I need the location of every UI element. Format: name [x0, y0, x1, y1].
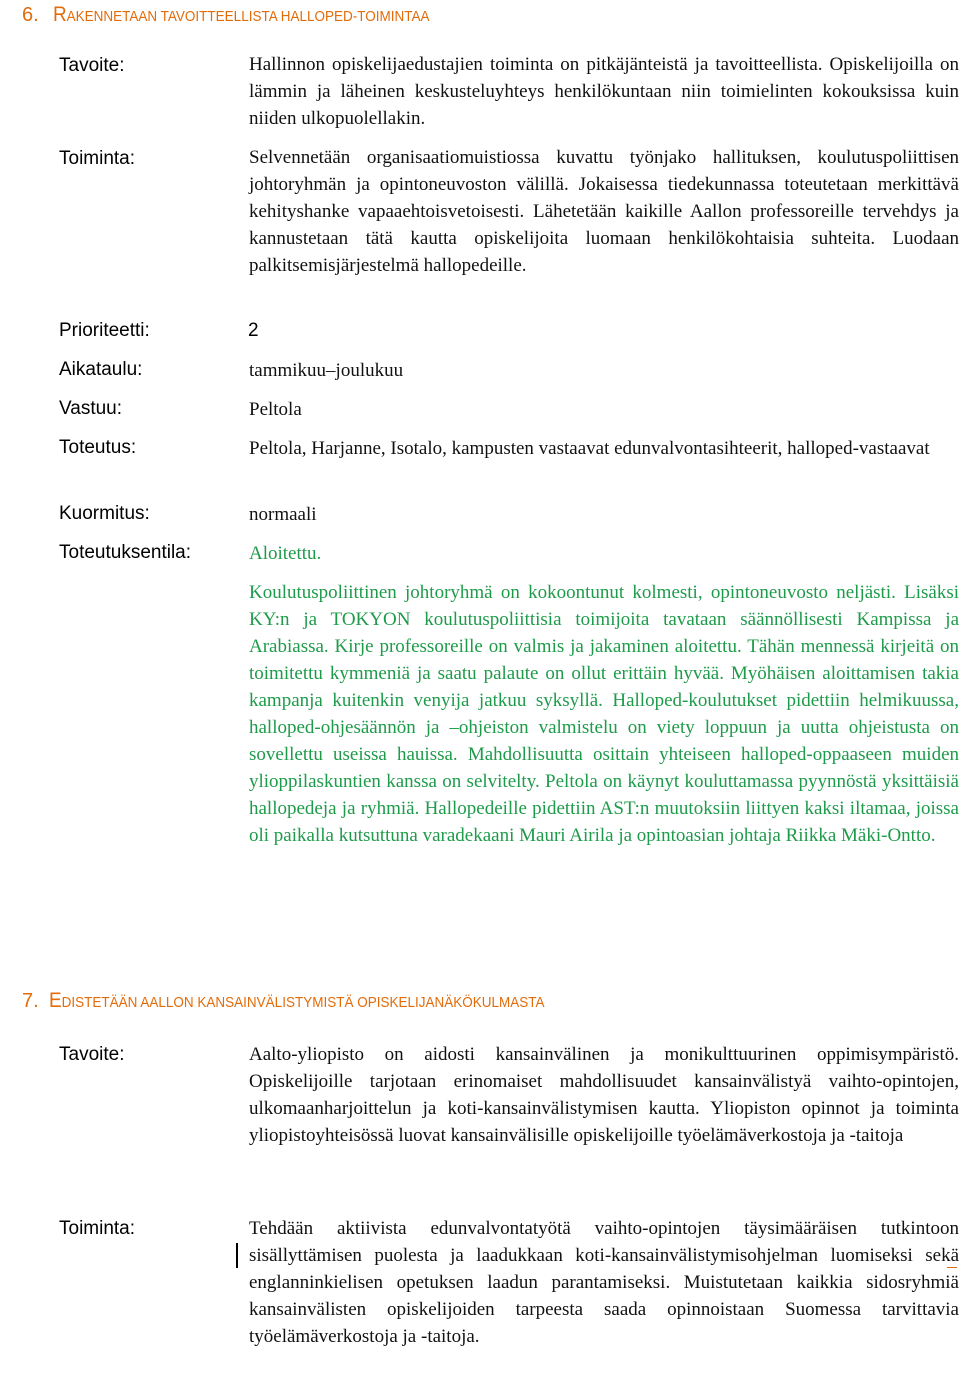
aikataulu-value: tammikuu–joulukuu	[249, 360, 404, 381]
kuormitus-label: Kuormitus:	[59, 503, 150, 524]
toiminta-text-7: Tehdään aktiivista edunvalvontatyötä vaihto-opintojen täysimääräisen tutkintoon sisällyttämisen puolesta ja laadukkaan koti-kansainvälistymisohjelman luomiseksi sekä englanninkielisen opetuksen laadun parantamiseksi. Muistutetaan kaikkia sidosryhmiä kansainvälisten opiskelijoiden tarpeesta saada opinnoistaan Suomessa tarvittavia työelämäverkostoja ja -taitoja.	[249, 1218, 959, 1347]
section-7-number: 7.	[22, 990, 39, 1012]
vastuu-label: Vastuu:	[59, 398, 123, 419]
section-6-title: RAKENNETAAN TAVOITTEELLISTA HALLOPED-TOIMINTAA	[52, 3, 430, 26]
prioriteetti-label: Prioriteetti:	[59, 320, 150, 341]
section-7-title: EDISTETÄÄN AALLON KANSAINVÄLISTYMISTÄ OPISKELIJANÄKÖKULMASTA	[48, 989, 545, 1012]
toteutus-label: Toteutus:	[59, 437, 137, 458]
toiminta-label: Toiminta:	[59, 148, 136, 169]
revision-underline-mark	[947, 1267, 957, 1269]
tavoite-label: Tavoite:	[59, 55, 125, 76]
tavoite-label-7: Tavoite:	[59, 1044, 125, 1065]
kuormitus-value: normaali	[249, 504, 317, 525]
prioriteetti-value: 2	[248, 320, 259, 341]
section-6-heading	[22, 2, 471, 30]
section-6-number: 6.	[22, 4, 39, 26]
tavoite-text: Hallinnon opiskelijaedustajien toiminta on pitkäjänteistä ja tavoitteellista. Opiskelijoilla on lämmin ja läheinen keskusteluyhteys henkilökuntaan niin toimielinten kokouksissa kuin niiden ulkopuolellakin.	[249, 54, 959, 129]
section-7-heading	[22, 988, 599, 1016]
tavoite-text-7: Aalto-yliopisto on aidosti kansainvälinen ja monikulttuurinen oppimisympäristö. Opiskelijoille tarjotaan erinomaiset mahdollisuudet kansainvälistyä vaihto-opintojen, ulkomaanharjoittelun ja koti-kansainvälistymisen kautta. Yliopiston opinnot ja toiminta yliopistoyhteisössä luovat kansainvälisille opiskelijoille työelämäverkostoja ja -taitoja	[249, 1044, 959, 1146]
toiminta-label-7: Toiminta:	[59, 1218, 136, 1239]
aikataulu-label: Aikataulu:	[59, 359, 143, 380]
status-text: Koulutuspoliittinen johtoryhmä on kokoontunut kolmesti, opintoneuvosto neljästi. Lisäksi KY:n ja TOKYON koulutuspoliittisia toimijoita tavataan säännöllisesti Kampissa ja Arabiassa. Kirje professoreille on valmis ja jakaminen aloitettu. Tähän mennessä kirjeitä on toimitettu kymmeniä ja saatu palaute on ollut erittäin hyvää. Myöhäisen aloittamisen takia kampanja kuitenkin venyija jatkuu syksyllä. Halloped-koulutukset pidettiin helmikuussa, halloped-ohjesäännön ja –ohjeiston valmistelu on viety loppuun ja uutta ohjeistusta on sovellettu useissa hauissa. Mahdollisuutta osittain yhteiseen halloped-oppaaseen muiden ylioppilaskuntien kanssa on selvitelty. Peltola on käynyt kouluttamassa pyynnöstä yksittäisiä hallopedeja ja ryhmiä. Hallopedeille pidettiin AST:n muutoksiin liittyen kaksi iltamaa, joissa oli paikalla kutsuttuna varadekaani Mauri Airila ja opintoasian johtaja Riikka Mäki-Ontto.	[249, 582, 959, 846]
text-cursor-marker	[236, 1243, 238, 1268]
toteutuksentila-label: Toteutuksentila:	[59, 542, 192, 563]
toteutuksentila-value: Aloitettu.	[249, 543, 322, 564]
toiminta-text: Selvennetään organisaatiomuistiossa kuvattu työnjako hallituksen, koulutuspoliittisen johtoryhmän ja opintoneuvoston välillä. Jokaisessa tiedekunnassa toteutetaan merkittävä kehityshanke vapaaehtoisvetoisesti. Lähetetään kaikille Aallon professoreille tervehdys ja kannustetaan tätä kautta opiskelijoita luomaan henkilökohtaisia suhteita. Luodaan palkitsemisjärjestelmä hallopedeille.	[249, 147, 959, 276]
toteutus-value: Peltola, Harjanne, Isotalo, kampusten vastaavat edunvalvontasihteerit, halloped-vastaavat	[249, 438, 930, 459]
vastuu-value: Peltola	[249, 399, 302, 420]
